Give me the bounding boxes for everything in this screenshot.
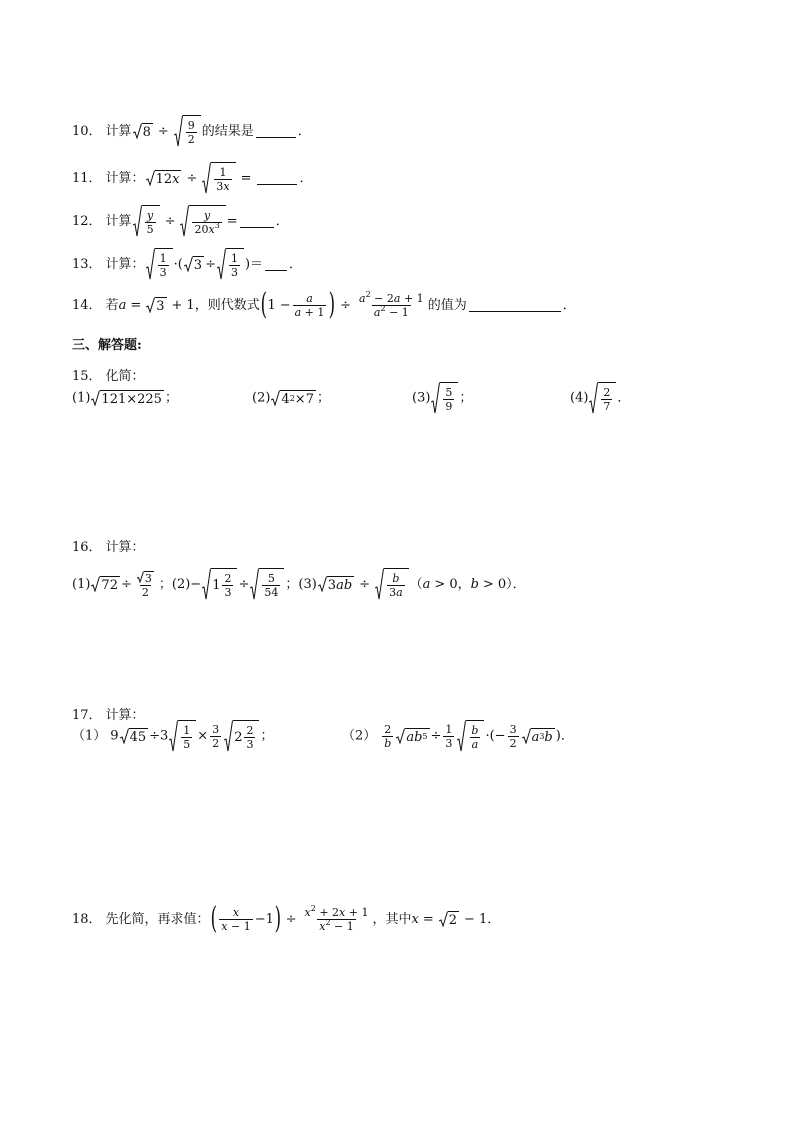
question-text: 计算 <box>105 123 132 139</box>
question-text: 计算： <box>105 540 145 555</box>
radical: $\frac{9}{2}$ <box>174 115 201 147</box>
question-text: ． <box>299 170 313 186</box>
part-1: (1) 121×225 ； <box>72 390 178 407</box>
question-text: 若 <box>105 297 119 313</box>
radical: 8 <box>133 123 153 139</box>
question-18: 18． 先化简，再求值： ( $\frac{x}{x - 1}$ −1 ) ÷ $\frac{x^2 + 2x + 1}{x^2 - 1}$ ，其中 x = 2 − 1． <box>72 901 501 936</box>
question-number: 16． <box>72 540 102 555</box>
question-text: ． <box>297 123 311 139</box>
question-15 <box>72 370 145 383</box>
question-number: 14． <box>72 297 102 313</box>
question-number: 11． <box>72 170 102 186</box>
answer-blank[interactable] <box>240 214 274 228</box>
answer-blank[interactable] <box>257 171 297 185</box>
part-2: (2) 4 2 ×7 ； <box>252 390 330 407</box>
question-text: ． <box>275 213 289 229</box>
answer-blank[interactable] <box>256 124 296 138</box>
question-number: 17． <box>72 708 102 723</box>
radical: 3 <box>146 297 166 313</box>
answer-blank[interactable] <box>469 298 561 312</box>
question-text: 计算： <box>105 708 145 723</box>
question-text: 先化简，再求值： <box>105 911 210 927</box>
question-text: 计算 <box>105 213 132 229</box>
question-text: 计算： <box>105 170 145 186</box>
radical: $\frac{1}{3}$ <box>217 248 244 280</box>
radical: $\frac{y}{20x^3}$ <box>180 205 225 237</box>
question-number: 13． <box>72 256 102 272</box>
question-16-parts: (1) 72 ÷ $\frac{3}{2}$ ；(2)− 1 $\frac{2}{3}$ ÷ $\frac{5}{54}$ ；(3) 3 ab ÷ $\frac{b}{3a}$ （ a > 0， b > 0）． <box>72 568 526 600</box>
radical: 3 <box>184 256 204 272</box>
question-number: 18． <box>72 911 102 927</box>
question-10: 10． 计算 8 ÷ $\frac{9}{2}$ 的结果是 ． <box>72 115 311 147</box>
question-text: ． <box>562 297 576 313</box>
question-12: 12． 计算 $\frac{y}{5}$ ÷ $\frac{y}{20x^3}$ = ． <box>72 205 289 237</box>
question-text: 的值为 <box>427 297 467 313</box>
question-16 <box>72 541 145 554</box>
part-2: （2） $\frac{2}{b}$ ab 5 ÷ $\frac{1}{3}$ $\frac{b}{a}$ ·(− $\frac{3}{2}$ a 3 b )． <box>342 720 574 752</box>
answer-blank[interactable] <box>265 257 287 271</box>
radical: $\frac{y}{5}$ <box>133 205 160 237</box>
radical: $\frac{1}{3x}$ <box>202 162 235 194</box>
radical: $\frac{1}{3}$ <box>146 248 173 280</box>
question-text: ，则代数式 <box>194 297 260 313</box>
question-text: 化简： <box>105 369 145 384</box>
part-1: （1） 9 45 ÷3 $\frac{1}{5}$ × $\frac{3}{2}$ 2 $\frac{2}{3}$ ； <box>72 720 273 752</box>
part-3: (3) $\frac{5}{9}$ ； <box>412 382 472 414</box>
question-text: ，其中 <box>372 911 412 927</box>
question-text: 的结果是 <box>201 123 254 139</box>
part-4: (4) $\frac{2}{7}$ ． <box>570 382 630 414</box>
question-11: 11． 计算： 12 x ÷ $\frac{1}{3x}$ = ． <box>72 162 313 194</box>
question-13: 13． 计算： $\frac{1}{3}$ ·( 3 ÷ $\frac{1}{3}$ )＝ ． <box>72 248 302 280</box>
question-number: 15． <box>72 369 102 384</box>
radical: 12 x <box>146 170 182 186</box>
question-number: 10． <box>72 123 102 139</box>
question-text: 计算： <box>105 256 145 272</box>
question-number: 12． <box>72 213 102 229</box>
question-text: ． <box>289 256 303 272</box>
question-14: 14． 若 a = 3 + 1 ，则代数式 ( 1 − $\frac{a}{a + 1}$ ) ÷ $\frac{a^2 - 2a + 1}{a^2 - 1}$ 的值为 ． <box>72 287 576 322</box>
section-heading: 三、解答题: <box>72 338 142 353</box>
